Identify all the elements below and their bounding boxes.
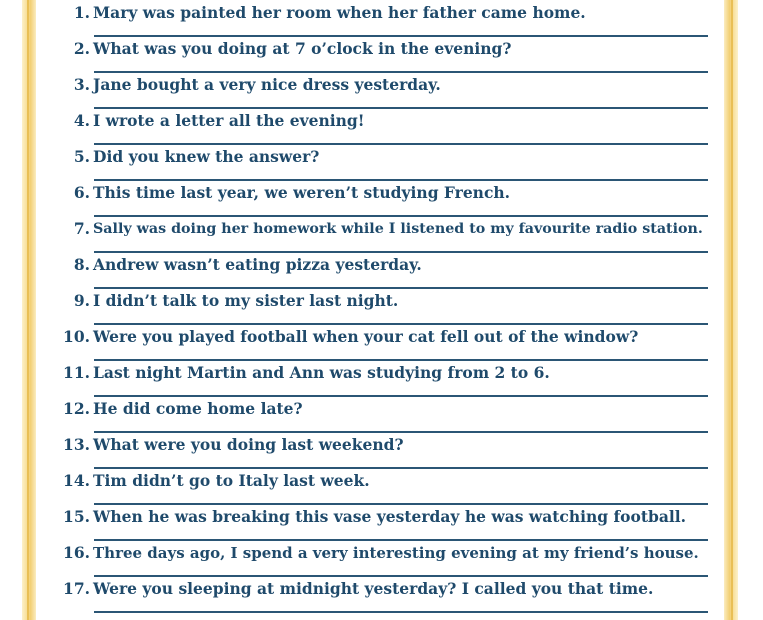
answer-line[interactable] [94,539,708,541]
item-sentence: What were you doing last weekend? [93,435,404,454]
answer-line[interactable] [94,467,708,469]
answer-line[interactable] [94,323,708,325]
answer-line[interactable] [94,35,708,37]
item-number: 1. [73,3,90,22]
item-number: 11. [63,363,90,382]
answer-line[interactable] [94,179,708,181]
item-number: 9. [73,291,90,310]
item-sentence: Were you played football when your cat fell out of the window? [93,327,639,346]
exercise-item-14 [62,470,702,506]
exercise-item-10 [62,326,702,362]
item-sentence: Tim didn’t go to Italy last week. [93,471,370,490]
answer-line[interactable] [94,503,708,505]
worksheet [36,0,724,620]
item-number: 3. [73,75,90,94]
exercise-item-7 [62,218,702,254]
item-number: 8. [73,255,90,274]
answer-line[interactable] [94,215,708,217]
item-sentence: I didn’t talk to my sister last night. [93,291,399,310]
page-border-left [22,0,36,620]
exercise-item-4 [62,110,702,146]
item-sentence: Sally was doing her homework while I listened to my favourite radio station. [93,221,703,237]
answer-line[interactable] [94,359,708,361]
item-number: 17. [63,579,90,598]
item-number: 5. [73,147,90,166]
item-number: 10. [63,327,90,346]
answer-line[interactable] [94,71,708,73]
exercise-item-16 [62,542,702,578]
exercise-item-9 [62,290,702,326]
item-sentence: Mary was painted her room when her father came home. [93,3,586,22]
answer-line[interactable] [94,251,708,253]
answer-line[interactable] [94,287,708,289]
exercise-item-13 [62,434,702,470]
exercise-item-11 [62,362,702,398]
answer-line[interactable] [94,611,708,613]
item-sentence: Last night Martin and Ann was studying from 2 to 6. [93,363,550,382]
item-number: 12. [63,399,90,418]
item-number: 15. [63,507,90,526]
answer-line[interactable] [94,575,708,577]
exercise-item-12 [62,398,702,434]
item-sentence: Andrew wasn’t eating pizza yesterday. [93,255,422,274]
exercise-item-1 [62,2,702,38]
item-sentence: What was you doing at 7 o’clock in the evening? [93,39,512,58]
item-sentence: Three days ago, I spend a very interesting evening at my friend’s house. [93,544,699,562]
item-sentence: I wrote a letter all the evening! [93,111,365,130]
exercise-item-15 [62,506,702,542]
item-sentence: Jane bought a very nice dress yesterday. [93,75,441,94]
item-number: 14. [63,471,90,490]
answer-line[interactable] [94,431,708,433]
item-number: 16. [63,543,90,562]
exercise-item-2 [62,38,702,74]
answer-line[interactable] [94,143,708,145]
exercise-item-8 [62,254,702,290]
exercise-item-5 [62,146,702,182]
item-sentence: When he was breaking this vase yesterday he was watching football. [93,507,687,526]
item-number: 7. [73,219,90,238]
item-sentence: Did you knew the answer? [93,147,320,166]
answer-line[interactable] [94,107,708,109]
item-number: 6. [73,183,90,202]
page-border-right [724,0,738,620]
item-sentence: This time last year, we weren’t studying French. [93,183,511,202]
item-sentence: Were you sleeping at midnight yesterday? I called you that time. [93,579,654,598]
item-sentence: He did come home late? [93,399,303,418]
item-number: 4. [73,111,90,130]
exercise-item-6 [62,182,702,218]
item-number: 13. [63,435,90,454]
answer-line[interactable] [94,395,708,397]
exercise-item-17 [62,578,702,614]
item-number: 2. [73,39,90,58]
exercise-item-3 [62,74,702,110]
